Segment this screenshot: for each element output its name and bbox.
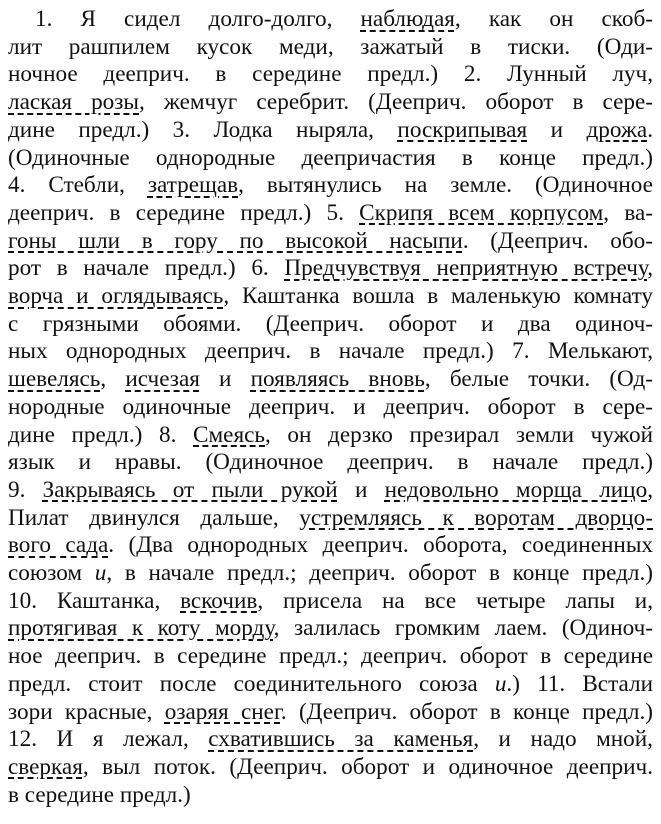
text-run: лит рашпилем кусок меди, зажатый в тиски. (Оди- [8, 33, 653, 60]
text-line [8, 697, 653, 727]
underlined-participle: шевелясь [8, 366, 101, 393]
underlined-participle: гоны шли в гору по высокой насыпи [8, 227, 463, 254]
underlined-participle: сверкая [8, 753, 83, 780]
text-run: Пилат двинулся дальше, [8, 504, 300, 531]
text-run: дине предл.) 3. Лодка ныряла, [8, 116, 398, 143]
text-run: 10. Каштанка, [8, 587, 181, 614]
text-run: , [647, 255, 653, 282]
text-line [8, 641, 653, 671]
text-run: , вытянулись на земле. (Одиночное [238, 172, 653, 199]
text-line [8, 447, 653, 477]
text-run: зори красные, [8, 698, 165, 725]
text-line [8, 59, 653, 89]
text-run: в середине предл.) [8, 781, 191, 808]
underlined-participle: Закрываясь от пыли рукой [42, 476, 338, 503]
text-line [8, 558, 653, 588]
underlined-participle: наблюдая [360, 6, 455, 32]
text-line [8, 475, 653, 505]
underlined-participle: Скрипя всем корпусом [359, 199, 604, 226]
text-run: ных однородных дееприч. в начале предл.) 7. Мелькают, [8, 338, 653, 365]
text-run: предл. стоит после соединительного союза [8, 670, 495, 697]
text-run: дине предл.) 8. [8, 421, 194, 448]
text-run: и [337, 476, 385, 503]
text-line [8, 226, 653, 256]
text-line [8, 336, 653, 366]
text-run: с грязными обоями. (Дееприч. оборот и два одиноч- [8, 310, 653, 337]
text-run: и [527, 116, 587, 143]
underlined-participle: вого сада [8, 532, 109, 559]
underlined-participle: затрещав [147, 172, 239, 199]
text-run: . [647, 116, 653, 143]
underlined-participle: озаряя снег [164, 698, 281, 725]
underlined-participle: устремляясь к воротам дворцо- [299, 504, 653, 531]
underlined-participle: лаская розы [8, 89, 140, 116]
text-line [8, 530, 653, 560]
text-run: рот в начале предл.) 6. [8, 255, 285, 282]
text-line [8, 392, 653, 422]
text-run: нородные одиночные дееприч. и дееприч. оборот в сере- [8, 393, 653, 420]
text-line [8, 780, 653, 810]
text-run: дееприч. в середине предл.) 5. [8, 199, 360, 226]
underlined-participle: дрожа [586, 116, 648, 143]
underlined-participle: недовольно морща лицо [384, 476, 648, 503]
text-run: (Одиночные однородные деепричастия в конце предл.) [8, 144, 653, 171]
underlined-participle: ворча и оглядываясь [8, 283, 224, 309]
underlined-participle: вскочив [180, 587, 258, 614]
underlined-participle: Предчувствуя неприятную встречу [284, 255, 648, 282]
text-run: , белые точки. (Од- [424, 366, 653, 393]
text-line [8, 420, 653, 450]
text-run: . (Дееприч. обо- [462, 227, 653, 254]
underlined-participle: поскрипывая [397, 116, 528, 143]
text-run: , и надо мной, [473, 726, 653, 753]
text-run: 12. И я лежал, [8, 726, 209, 753]
text-line [8, 87, 653, 117]
text-run: язык и нравы. (Одиночное дееприч. в начале предл.) [8, 449, 653, 476]
text-run: , присела на все четыре лапы и, [257, 587, 653, 614]
text-run: 1. Я сидел долго-долго, [35, 6, 361, 32]
text-run: .) 11. Встали [506, 670, 653, 697]
underlined-participle: схватившись за каменья [208, 726, 474, 753]
text-run: , ва- [603, 199, 653, 226]
text-run: . (Дееприч. оборот в конце предл.) [280, 698, 653, 725]
text-run: , жемчуг серебрит. (Дееприч. оборот в сере- [139, 89, 653, 116]
underlined-participle: исчезая [125, 366, 200, 393]
underlined-participle: протягивая к коту морду [8, 615, 274, 642]
text-run: ночное дееприч. в середине предл.) 2. Лунный луч, [8, 61, 653, 88]
text-line [8, 309, 653, 339]
italic-conjunction: и [494, 670, 507, 697]
text-line [35, 4, 653, 34]
text-run: , Каштанка вошла в маленькую комнату [223, 283, 653, 309]
text-run: , как он скоб- [454, 6, 653, 32]
text-run: ное дееприч. в середине предл.; дееприч. оборот в середине [8, 643, 653, 670]
text-run: , выл поток. (Дееприч. оборот и одиночное дееприч. [82, 753, 653, 780]
underlined-participle: Смеясь [193, 421, 265, 448]
text-run: , залилась громким лаем. (Одиноч- [273, 615, 653, 642]
italic-conjunction: и [94, 560, 107, 586]
text-line [8, 143, 653, 173]
underlined-participle: появляясь вновь [250, 366, 425, 393]
text-line [8, 613, 653, 643]
text-run: 9. [8, 476, 43, 503]
text-line [8, 115, 653, 145]
text-run: , [647, 476, 653, 503]
text-run: , он дерзко презирал земли чужой [265, 421, 653, 448]
text-line [8, 32, 653, 62]
text-line [8, 503, 653, 533]
text-line [8, 669, 653, 699]
text-run: , в начале предл.; дееприч. оборот в конце предл.) [106, 560, 653, 586]
text-run: 4. Стебли, [8, 172, 148, 199]
text-run: и [199, 366, 251, 393]
text-run: , [100, 366, 126, 393]
text-line [8, 364, 653, 394]
text-line [8, 586, 653, 616]
text-run: . (Два однородных дееприч. оборота, соединенных [108, 532, 653, 559]
text-line [8, 253, 653, 283]
text-line [8, 752, 653, 782]
text-run: союзом [8, 560, 95, 586]
text-line [8, 170, 653, 200]
text-line [8, 281, 653, 311]
text-line [8, 198, 653, 228]
text-line [8, 724, 653, 754]
